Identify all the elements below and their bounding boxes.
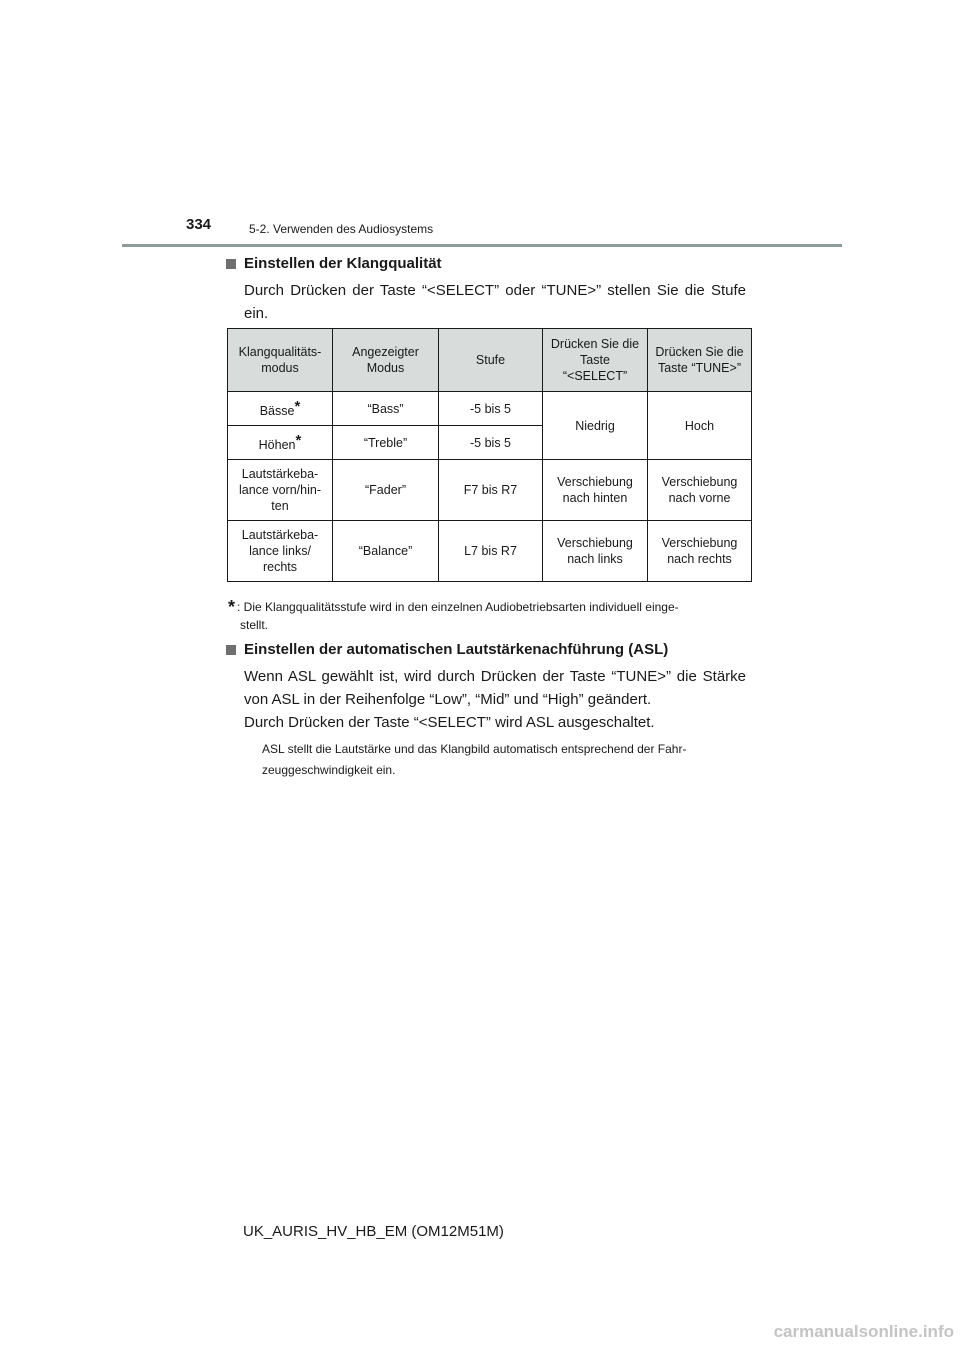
section-title: 5-2. Verwenden des Audiosystems <box>249 222 434 236</box>
cell-level: -5 bis 5 <box>439 426 543 460</box>
cell-display: “Treble” <box>333 426 439 460</box>
asterisk-mark: * <box>294 397 301 415</box>
cell-display: “Balance” <box>333 521 439 582</box>
cell-level: -5 bis 5 <box>439 392 543 426</box>
heading-asl <box>226 641 668 658</box>
square-bullet-icon <box>226 645 236 655</box>
cell-mode: Lautstärkeba-lance links/ rechts <box>228 521 333 582</box>
table-row <box>228 460 752 521</box>
heading-sound-quality <box>226 255 442 272</box>
cell-mode: Bässe* <box>228 392 333 426</box>
heading-text: Einstellen der Klangqualität <box>244 255 442 272</box>
square-bullet-icon <box>226 259 236 269</box>
cell-select: Verschiebung nach links <box>543 521 648 582</box>
footnote-continuation: stellt. <box>240 618 269 632</box>
table-row <box>228 521 752 582</box>
cell-tune: Verschiebung nach vorne <box>648 460 752 521</box>
header-level: Stufe <box>439 329 543 392</box>
cell-tune: Verschiebung nach rechts <box>648 521 752 582</box>
cell-select: Verschiebung nach hinten <box>543 460 648 521</box>
sound-quality-text: Durch Drücken der Taste “<SELECT” oder “TUNE>” stellen Sie die Stufe ein. <box>244 282 746 322</box>
cell-select-merged: Niedrig <box>543 392 648 460</box>
table-header-row <box>228 329 752 392</box>
header-tune: Drücken Sie die Taste “TUNE>” <box>648 329 752 392</box>
header-divider <box>122 244 842 247</box>
page-number: 334 <box>186 216 212 233</box>
cell-tune-merged: Hoch <box>648 392 752 460</box>
asterisk-mark: * <box>295 431 302 449</box>
header-display: Angezeigter Modus <box>333 329 439 392</box>
heading-text: Einstellen der automatischen Lautstärkenachführung (ASL) <box>244 641 669 658</box>
cell-mode: Höhen* <box>228 426 333 460</box>
asl-paragraph-1: Wenn ASL gewählt ist, wird durch Drücken der Taste “TUNE>” die Stärke von ASL in der Reihenfolge “Low”, “Mid” und “High” geändert. <box>244 668 746 708</box>
asl-paragraph-2: Durch Drücken der Taste “<SELECT” wird ASL ausgeschaltet. <box>244 714 655 731</box>
cell-mode: Lautstärkeba-lance vorn/hin-ten <box>228 460 333 521</box>
cell-display: “Bass” <box>333 392 439 426</box>
footnote-text: : Die Klangqualitätsstufe wird in den einzelnen Audiobetriebsarten individuell einge- <box>237 600 679 614</box>
table-row <box>228 392 752 426</box>
cell-level: F7 bis R7 <box>439 460 543 521</box>
cell-level: L7 bis R7 <box>439 521 543 582</box>
asl-note: ASL stellt die Lautstärke und das Klangbild automatisch entsprechend der Fahr-zeuggeschwindigkeit ein. <box>262 742 687 777</box>
header-select: Drücken Sie die Taste “<SELECT” <box>543 329 648 392</box>
header-mode: Klangqualitäts-modus <box>228 329 333 392</box>
watermark: carmanualsonline.info <box>773 1322 954 1341</box>
sound-settings-table <box>227 328 752 582</box>
cell-display: “Fader” <box>333 460 439 521</box>
document-code: UK_AURIS_HV_HB_EM (OM12M51M) <box>243 1223 504 1240</box>
footnote <box>228 598 746 634</box>
footnote-asterisk: * <box>228 597 236 617</box>
